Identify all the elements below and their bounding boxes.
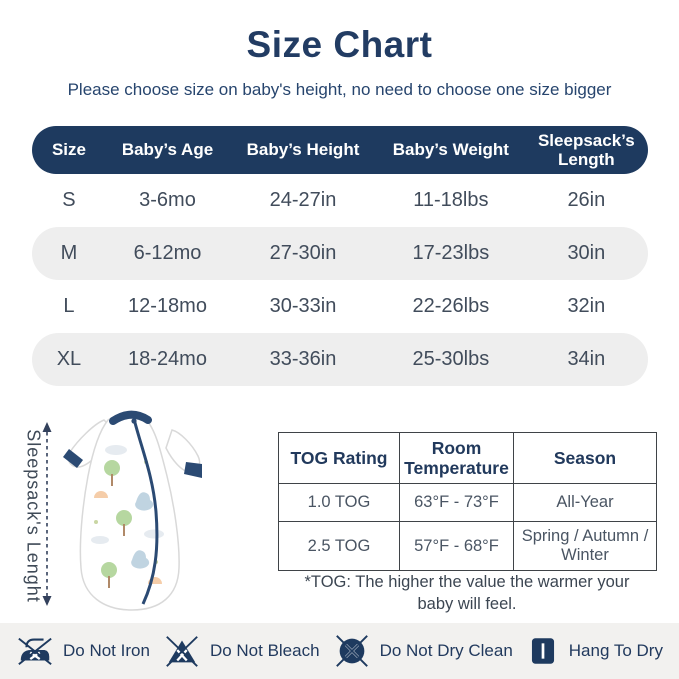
column-header-size: Size [51,140,86,160]
sleepsack-length-label: Sleepsack's Lenght [23,429,44,603]
care-item-do-not-dry-clean [333,632,513,670]
tog-header-rating: TOG Rating [279,433,400,484]
care-instructions-strip [0,623,679,679]
page-subtitle: Please choose size on baby's height, no need to choose one size bigger [67,80,612,99]
tog-header-temperature: Room Temperature [400,433,514,484]
tog-header-season: Season [514,433,657,484]
cell-length: 34in [567,348,606,370]
cell-size: S [62,189,76,211]
page-title: Size Chart [246,24,433,65]
tog-header-row [279,433,657,484]
column-header-height: Baby’s Height [246,140,360,160]
cell-size: M [60,242,78,264]
cell-size: L [63,295,75,317]
cell-weight: 11-18lbs [413,189,489,211]
do-not-dry-clean-icon [333,632,371,670]
cell-age: 12-18mo [128,295,207,317]
table-row [32,227,648,280]
cell-weight: 17-23lbs [412,242,490,264]
tog-cell-rating: 2.5 TOG [279,522,400,571]
do-not-iron-icon [16,632,54,670]
cell-age: 3-6mo [139,189,196,211]
cell-length: 26in [567,189,606,211]
size-table-header [32,126,648,174]
tog-note-line2: baby will feel. [417,595,517,614]
tog-cell-rating: 1.0 TOG [279,484,400,522]
care-label: Hang To Dry [568,641,663,660]
tog-cell-temperature: 63°F - 73°F [400,484,514,522]
tog-note-line1: *TOG: The higher the value the warmer your [304,573,630,591]
cell-height: 24-27in [269,189,337,211]
care-item-do-not-bleach [163,632,320,670]
tog-cell-season: All-Year [514,484,657,522]
cell-height: 33-36in [269,348,337,370]
column-header-age: Baby’s Age [121,140,214,160]
tog-table [278,432,657,571]
care-item-do-not-iron [16,632,150,670]
cell-weight: 22-26lbs [412,295,490,317]
table-row [32,174,648,227]
care-label: Do Not Iron [63,641,150,660]
cell-age: 18-24mo [128,348,207,370]
measure-arrow-icon [40,420,54,608]
care-label: Do Not Dry Clean [379,641,513,660]
cell-height: 30-33in [269,295,337,317]
size-table [32,126,648,386]
tog-row [279,484,657,522]
hang-to-dry-icon [526,634,560,668]
cell-size: XL [56,348,82,370]
table-row [32,333,648,386]
size-table-body [32,174,648,386]
tog-cell-temperature: 57°F - 68°F [400,522,514,571]
sleepsack-illustration [56,402,208,618]
tog-cell-season: Spring / Autumn / Winter [514,522,657,571]
cell-height: 27-30in [269,242,337,264]
column-header-length: Sleepsack’s Length [537,130,635,169]
tog-note [278,571,656,616]
cell-length: 32in [567,295,606,317]
care-item-hang-to-dry [526,634,663,668]
cell-weight: 25-30lbs [412,348,490,370]
cell-length: 30in [567,242,606,264]
cell-age: 6-12mo [133,242,202,264]
tog-row [279,522,657,571]
care-label: Do Not Bleach [209,641,320,660]
do-not-bleach-icon [163,632,201,670]
table-row [32,280,648,333]
column-header-weight: Baby’s Weight [392,140,509,160]
